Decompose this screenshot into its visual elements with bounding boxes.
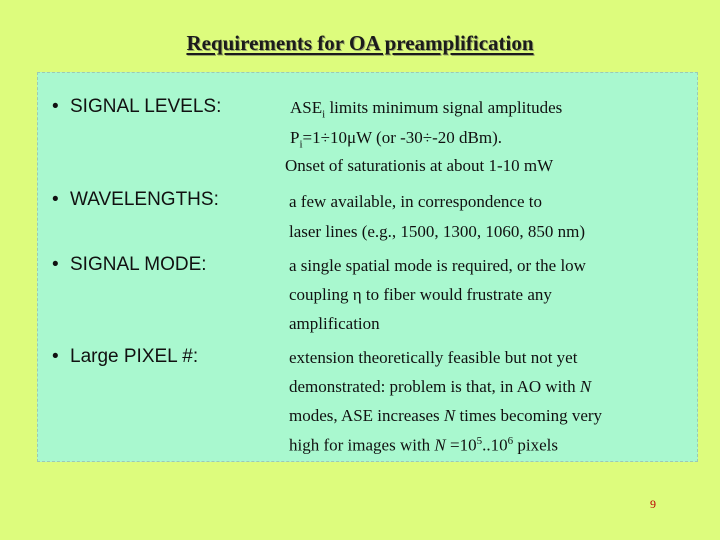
large-pixel-line-4: high for images with $N =10^5..10^6$ pixels	[289, 435, 558, 455]
bullet-label: Large PIXEL #:	[70, 346, 199, 367]
signal-levels-line-2: $P_i=1\div 10\mu W$ (or -30÷-20 dBm).	[290, 128, 502, 151]
bullet-large-pixel	[52, 346, 198, 368]
page-number: 9	[650, 497, 656, 511]
bullet-dot: •	[52, 346, 59, 367]
wavelengths-line-1: a few available, in correspondence to	[289, 192, 542, 211]
bullet-label: WAVELENGTHS:	[70, 189, 219, 210]
slide-title: Requirements for OA preamplification	[186, 31, 534, 55]
wavelengths-line-2: laser lines (e.g., 1500, 1300, 1060, 850 nm)	[289, 222, 586, 241]
signal-levels-line-1: $ASE_i$ limits minimum signal amplitudes	[290, 98, 563, 121]
bullet-wavelengths	[52, 189, 219, 211]
bullet-signal-levels	[52, 96, 221, 118]
bullet-dot: •	[52, 189, 59, 210]
signal-levels-line-3: Onset of saturationis at about 1-10 mW	[285, 156, 554, 175]
bullet-label: SIGNAL LEVELS:	[70, 96, 222, 117]
bullet-dot: •	[52, 254, 59, 275]
signal-mode-line-1: a single spatial mode is required, or the low	[289, 256, 586, 275]
signal-mode-line-3: amplification	[289, 314, 380, 333]
large-pixel-line-2: demonstrated: problem is that, in AO with N	[289, 377, 592, 396]
large-pixel-line-3: modes, ASE increases N times becoming very	[289, 406, 603, 425]
bullet-label: SIGNAL MODE:	[70, 254, 207, 275]
signal-mode-line-2: coupling η to fiber would frustrate any	[289, 285, 552, 304]
bullet-signal-mode	[52, 254, 207, 276]
bullet-dot: •	[52, 96, 59, 117]
large-pixel-line-1: extension theoretically feasible but not yet	[289, 348, 578, 367]
